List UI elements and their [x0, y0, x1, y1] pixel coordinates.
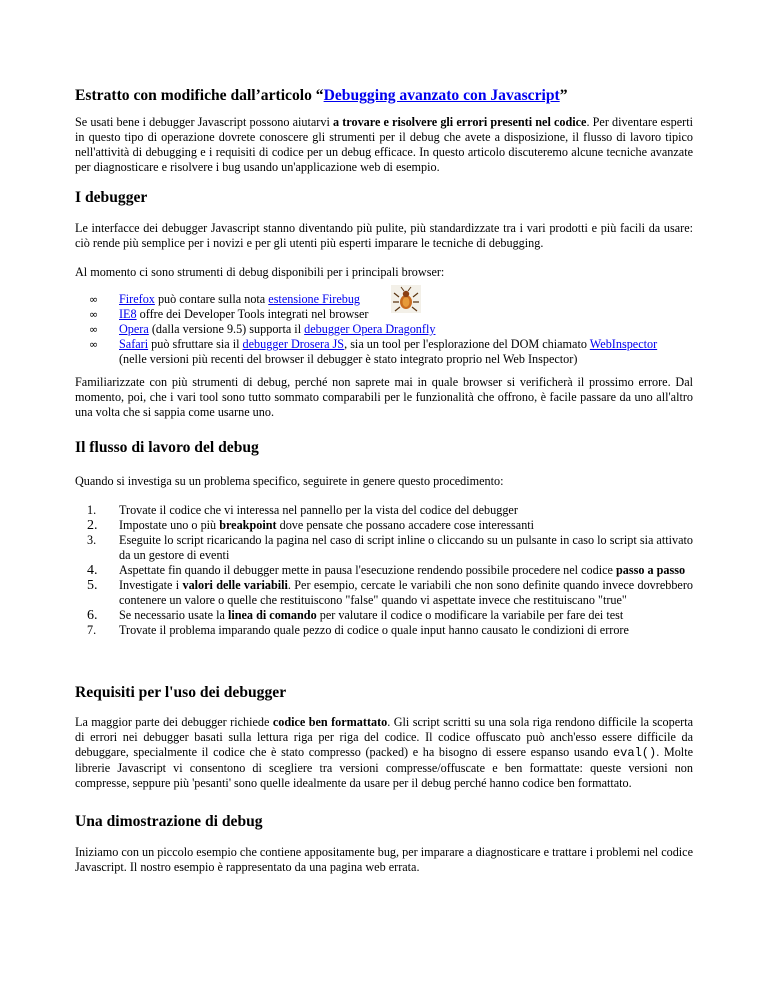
list-item: 2. Impostate uno o più breakpoint dove pensate che possano accadere cose interessanti — [75, 518, 693, 533]
step-number: 6. — [87, 608, 98, 623]
link-ie8[interactable]: IE8 — [119, 307, 137, 321]
list-item: 3. Eseguite lo script ricaricando la pagina nel caso di script inline o cliccando su un pulsante in caso lo script sia attivato da un gestore di eventi — [75, 533, 693, 563]
article-link[interactable]: Debugging avanzato con Javascript — [323, 87, 560, 104]
browser-list — [75, 292, 693, 367]
link-drosera[interactable]: debugger Drosera JS — [242, 337, 345, 351]
requirements-paragraph: La maggior parte dei debugger richiede codice ben formattato. Gli script scritti su una sola riga rendono difficile la scoperta di errori nei debugger basati sulla lettura riga per riga del codice. Il codice offuscato può anch'esso essere difficile da debuggare, specialmente il codice che è stato compresso (packed) e ha bisogno di essere espanso usando eval(). Molte librerie Javascript vi consentono di scegliere tra versioni compresse/offuscate e ben formattate: queste versioni non compresse, seppure più 'pesanti' sono quelle idealmente da usare per il debug perché hanno codice ben formattato. — [75, 715, 694, 790]
list-item: ∞ Safari può sfruttare sia il debugger Drosera JS, sia un tool per l'esplorazione del DOM chiamato WebInspector (nelle versioni più recenti del browser il debugger è stato integrato proprio nel Web Inspector) — [75, 337, 693, 367]
list-item: ∞ Opera (dalla versione 9.5) supporta il debugger Opera Dragonfly — [75, 322, 693, 337]
bullet-symbol: ∞ — [89, 293, 99, 306]
step-number: 2. — [87, 518, 98, 533]
intro-paragraph: Se usati bene i debugger Javascript possono aiutarvi a trovare e risolvere gli errori presenti nel codice. Per diventare esperti in questo tipo di operazione dovrete conoscere gli strumenti per il debug che avete a disposizione, il flusso di lavoro tipico nell'attività di debugging e i requisiti di codice per un debug efficace. In questo articolo discuteremo alcune tecniche avanzate per diagnosticare e risolvere i bug usando un'applicazione web di esempio. — [75, 115, 694, 174]
title-prefix: Estratto con modifiche dall’articolo “ — [75, 87, 324, 104]
heading-workflow: Il flusso di lavoro del debug — [75, 439, 259, 456]
debugger-paragraph-1: Le interfacce dei debugger Javascript stanno diventando più pulite, più standardizzate tra i vari prodotti e più facili da usare: ciò rende più semplice per i novizi e per gli utenti più esperti imparare le tecniche di debugging. — [75, 221, 693, 250]
list-item: ∞ IE8 offre dei Developer Tools integrati nel browser — [75, 307, 693, 322]
step-number: 7. — [87, 623, 97, 637]
title-suffix: ” — [559, 87, 568, 104]
firebug-icon — [391, 285, 421, 313]
step-number: 4. — [87, 563, 98, 578]
debugger-paragraph-3: Familiarizzate con più strumenti di debug, perché non saprete mai in quale browser si verificherà il prossimo errore. Dal momento, poi, che i vari tool sono tutto sommato comparabili per le funzionalità che offrono, è facile passare da uno all'altro una volta che si sappia come usarne uno. — [75, 375, 693, 419]
list-item: 4. Aspettate fin quando il debugger mette in pausa l'esecuzione rendendo possibile procedere nel codice passo a passo — [75, 563, 693, 578]
list-item: 6. Se necessario usate la linea di comando per valutare il codice o modificare la variabile per fare dei test — [75, 608, 693, 623]
link-firebug[interactable]: estensione Firebug — [268, 292, 361, 306]
workflow-steps — [75, 503, 693, 638]
bullet-symbol: ∞ — [89, 323, 99, 336]
demo-paragraph: Iniziamo con un piccolo esempio che contiene appositamente bug, per imparare a diagnosticare e trattare i problemi nel codice Javascript. Il nostro esempio è rappresentato da una pagina web errata. — [75, 845, 693, 874]
link-dragonfly[interactable]: debugger Opera Dragonfly — [304, 322, 436, 336]
link-opera[interactable]: Opera — [119, 322, 149, 336]
heading-requirements: Requisiti per l'uso dei debugger — [75, 684, 287, 701]
article-title — [75, 86, 567, 105]
bullet-symbol: ∞ — [89, 338, 99, 351]
heading-demo: Una dimostrazione di debug — [75, 813, 263, 830]
intro-bold: a trovare e risolvere gli errori presenti nel codice — [333, 115, 587, 129]
link-firefox[interactable]: Firefox — [119, 292, 155, 306]
list-item: 1. Trovate il codice che vi interessa nel pannello per la vista del codice del debugger — [75, 503, 693, 518]
step-number: 1. — [87, 503, 97, 517]
step-number: 5. — [87, 578, 98, 593]
code-eval: eval() — [612, 746, 657, 760]
list-item: 7. Trovate il problema imparando quale pezzo di codice o quale input hanno causato le condizioni di errore — [75, 623, 693, 638]
list-item: ∞ Firefox può contare sulla nota estensione Firebug — [75, 292, 693, 307]
bullet-symbol: ∞ — [89, 308, 99, 321]
step-number: 3. — [87, 533, 97, 547]
link-safari[interactable]: Safari — [119, 337, 149, 351]
link-webinspector[interactable]: WebInspector — [589, 337, 658, 351]
debugger-paragraph-2: Al momento ci sono strumenti di debug disponibili per i principali browser: — [75, 265, 445, 279]
heading-debugger: I debugger — [75, 189, 148, 206]
workflow-intro: Quando si investiga su un problema specifico, seguirete in genere questo procedimento: — [75, 474, 504, 488]
list-item: 5. Investigate i valori delle variabili. Per esempio, cercate le variabili che non sono definite quando invece dovrebbero contenere un valore o quelle che restituiscono "false" quando vi aspettate invece che restituiscano "true" — [75, 578, 693, 608]
